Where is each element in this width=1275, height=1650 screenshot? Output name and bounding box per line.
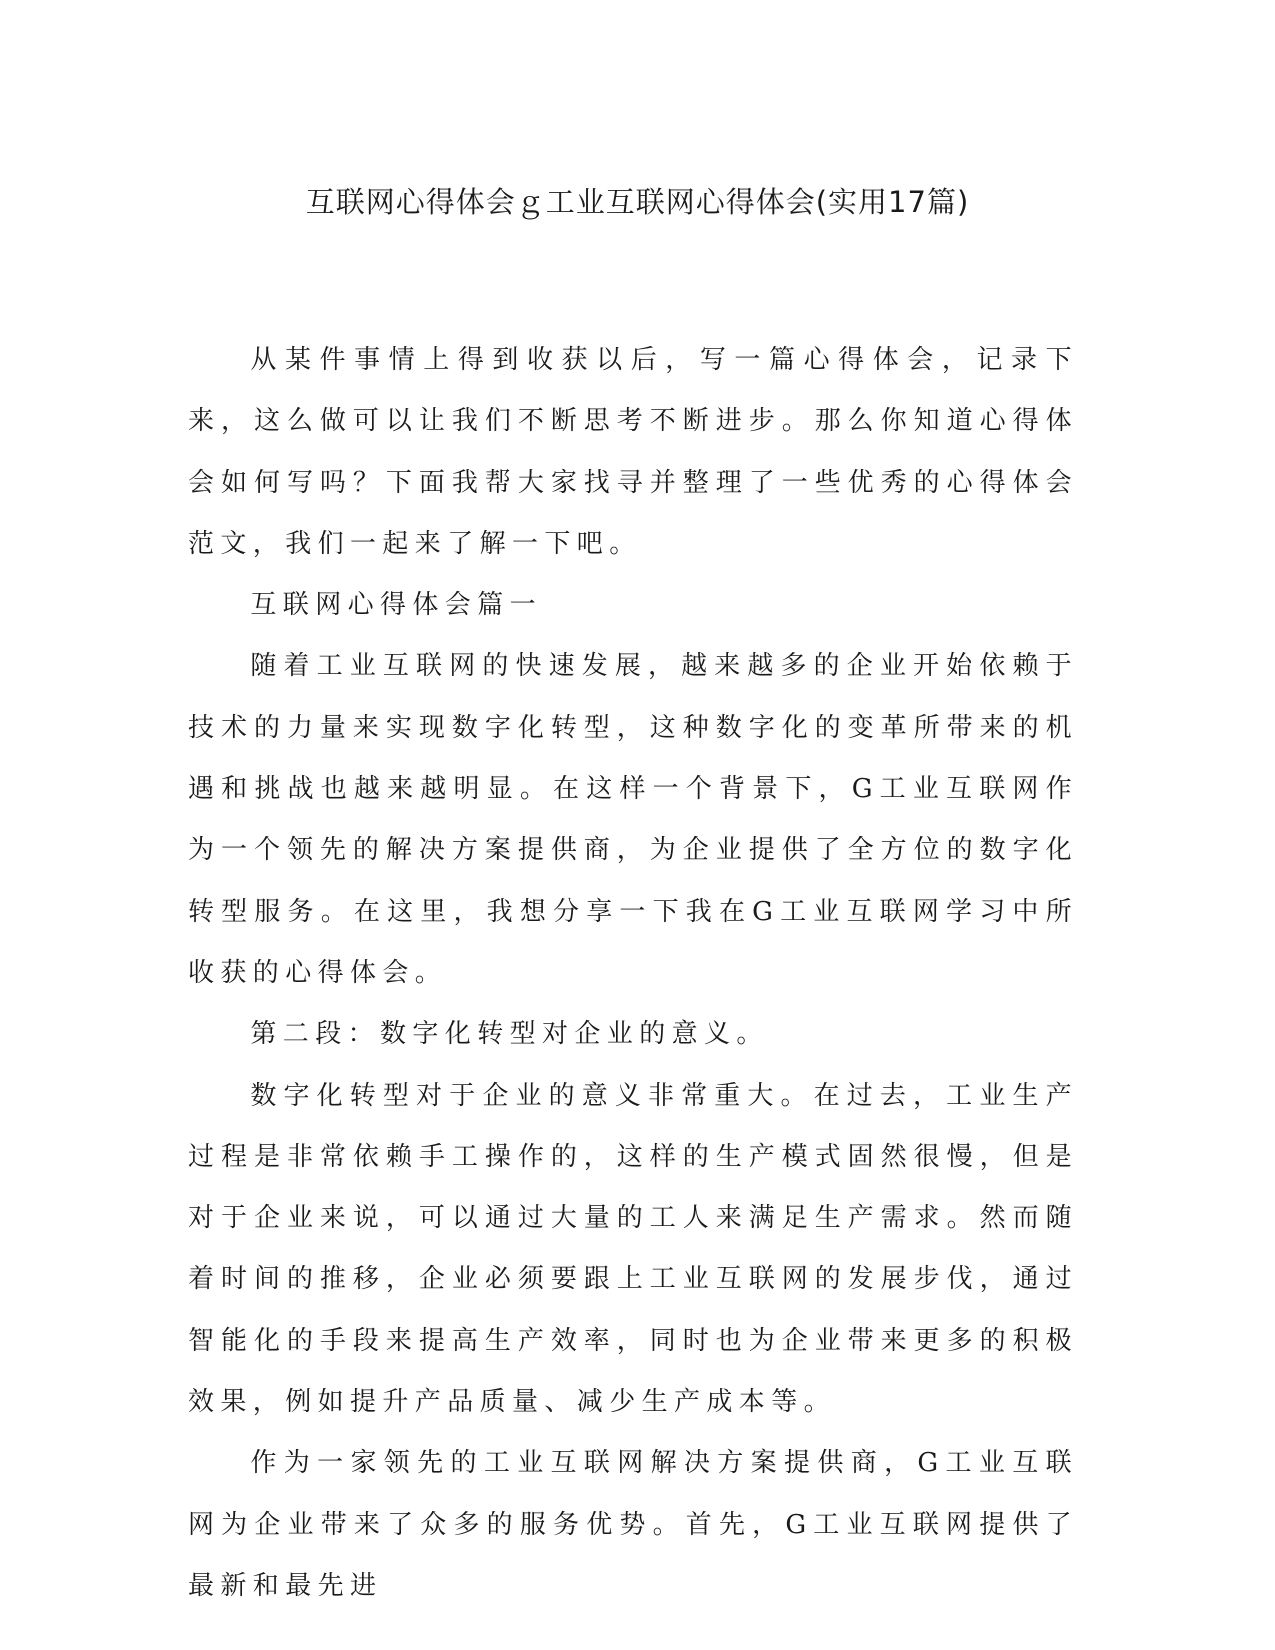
section-heading-second-paragraph: 第二段：数字化转型对企业的意义。	[250, 1019, 769, 1050]
body-paragraph: 随着工业互联网的快速发展，越来越多的企业开始依赖于技术的力量来实现数字化转型，这种数字化的变革所带来的机遇和挑战也越来越明显。在这样一个背景下，G工业互联网作为一个领先的解决方案提供商，为企业提供了全方位的数字化转型服务。在这里，我想分享一下我在G工业互联网学习中所收获的心得体会。	[188, 651, 1078, 988]
document-body	[188, 330, 1078, 1617]
section-heading-part-one: 互联网心得体会篇一	[250, 590, 542, 621]
body-paragraph: 作为一家领先的工业互联网解决方案提供商，G工业互联网为企业带来了众多的服务优势。首先，G工业互联网提供了最新和最先进	[188, 1448, 1078, 1601]
intro-paragraph: 从某件事情上得到收获以后，写一篇心得体会，记录下来，这么做可以让我们不断思考不断进步。那么你知道心得体会如何写吗？下面我帮大家找寻并整理了一些优秀的心得体会范文，我们一起来了解一下吧。	[188, 345, 1078, 559]
document-title: 互联网心得体会ｇ工业互联网心得体会(实用17篇)	[305, 185, 970, 219]
body-paragraph: 数字化转型对于企业的意义非常重大。在过去，工业生产过程是非常依赖手工操作的，这样的生产模式固然很慢，但是对于企业来说，可以通过大量的工人来满足生产需求。然而随着时间的推移，企业必须要跟上工业互联网的发展步伐，通过智能化的手段来提高生产效率，同时也为企业带来更多的积极效果，例如提升产品质量、减少生产成本等。	[188, 1080, 1078, 1418]
